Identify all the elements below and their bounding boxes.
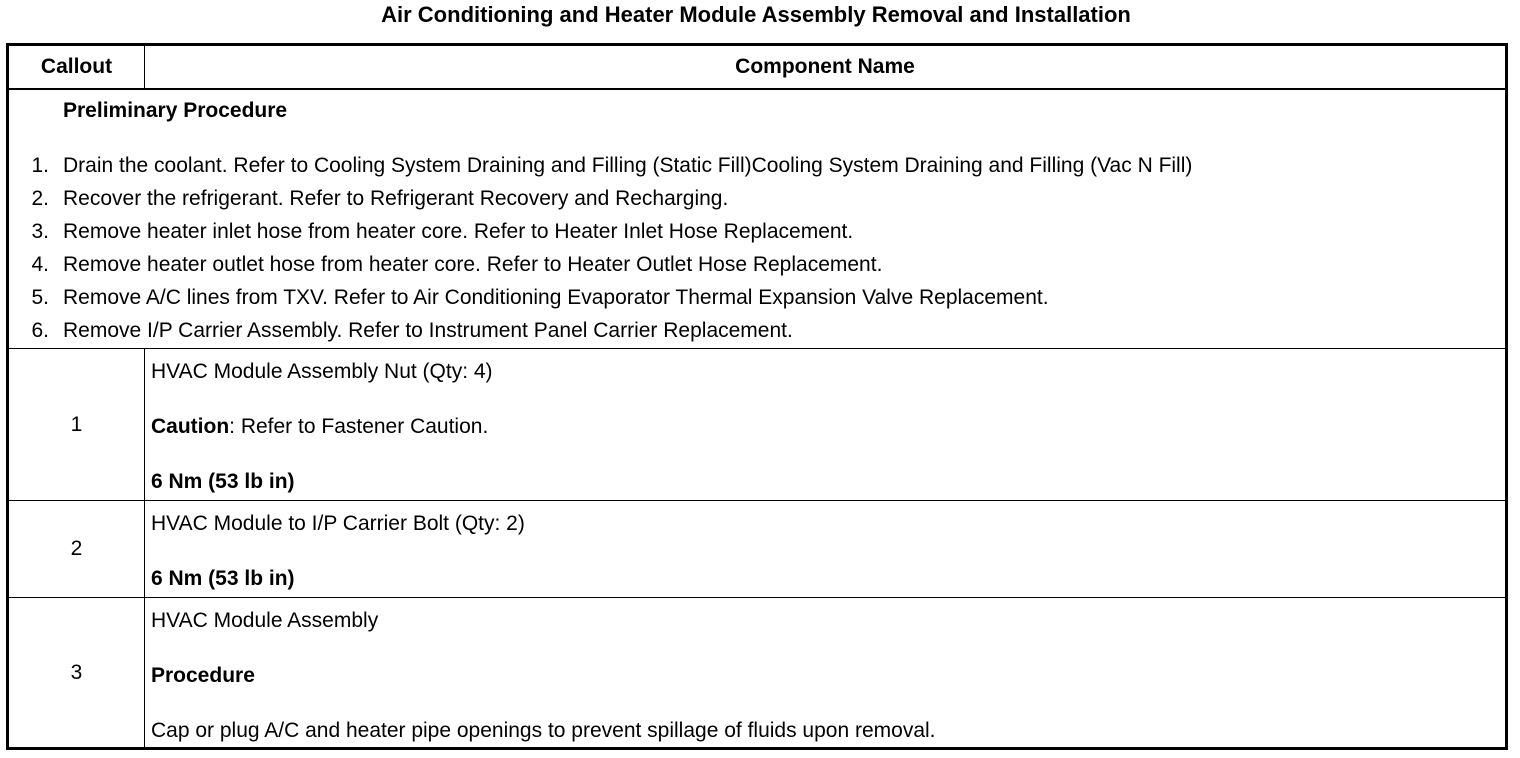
caution-line (151, 413, 1505, 440)
step-text: Drain the coolant. Refer to Cooling System Draining and Filling (Static Fill)Cooling System Draining and Filling (Vac N Fill) (63, 154, 1193, 177)
table-row (8, 349, 1507, 501)
table-header-row (8, 45, 1507, 90)
step-number: 3. (31, 220, 49, 243)
list-item (9, 284, 1192, 317)
step-number: 2. (31, 187, 49, 210)
component-name: HVAC Module Assembly (151, 609, 379, 632)
step-number: 5. (31, 286, 49, 309)
step-number: 4. (31, 253, 49, 276)
component-table (6, 43, 1508, 750)
component-cell (145, 501, 1507, 598)
list-item (9, 251, 1192, 284)
torque-spec: 6 Nm (53 lb in) (151, 567, 295, 590)
callout-cell: 3 (8, 598, 145, 749)
caution-separator: : (229, 415, 241, 438)
caution-label: Caution (151, 415, 230, 438)
step-number: 1. (31, 154, 49, 177)
list-item (9, 218, 1192, 251)
step-text: Remove A/C lines from TXV. Refer to Air Conditioning Evaporator Thermal Expansion Valve Replacement. (63, 286, 1049, 309)
list-item (9, 317, 1192, 350)
caution-text: Refer to Fastener Caution. (240, 415, 489, 438)
preliminary-procedure-heading: Preliminary Procedure (63, 99, 288, 122)
procedure-text: Cap or plug A/C and heater pipe openings to prevent spillage of fluids upon removal. (151, 719, 936, 742)
step-text: Remove heater inlet hose from heater core. Refer to Heater Inlet Hose Replacement. (63, 220, 854, 243)
callout-header: Callout (8, 45, 145, 90)
component-name: HVAC Module Assembly Nut (Qty: 4) (151, 360, 493, 383)
component-name: HVAC Module to I/P Carrier Bolt (Qty: 2) (151, 512, 525, 535)
torque-spec: 6 Nm (53 lb in) (151, 470, 295, 493)
list-item (9, 185, 1192, 218)
preliminary-steps-list (9, 152, 1192, 350)
procedure-label: Procedure (151, 664, 255, 687)
component-cell (145, 598, 1507, 749)
page-title: Air Conditioning and Heater Module Assembly Removal and Installation (381, 2, 1131, 27)
component-cell (145, 349, 1507, 501)
table-row (8, 598, 1507, 749)
table-row (8, 501, 1507, 598)
step-number: 6. (31, 319, 49, 342)
preliminary-procedure-row (8, 89, 1507, 349)
step-text: Remove heater outlet hose from heater core. Refer to Heater Outlet Hose Replacement. (63, 253, 883, 276)
step-text: Recover the refrigerant. Refer to Refrigerant Recovery and Recharging. (63, 187, 729, 210)
list-item (9, 152, 1192, 185)
step-text: Remove I/P Carrier Assembly. Refer to Instrument Panel Carrier Replacement. (63, 319, 793, 342)
callout-cell: 1 (8, 349, 145, 501)
callout-cell: 2 (8, 501, 145, 598)
component-name-header: Component Name (145, 45, 1507, 90)
preliminary-procedure-cell (8, 89, 1507, 349)
